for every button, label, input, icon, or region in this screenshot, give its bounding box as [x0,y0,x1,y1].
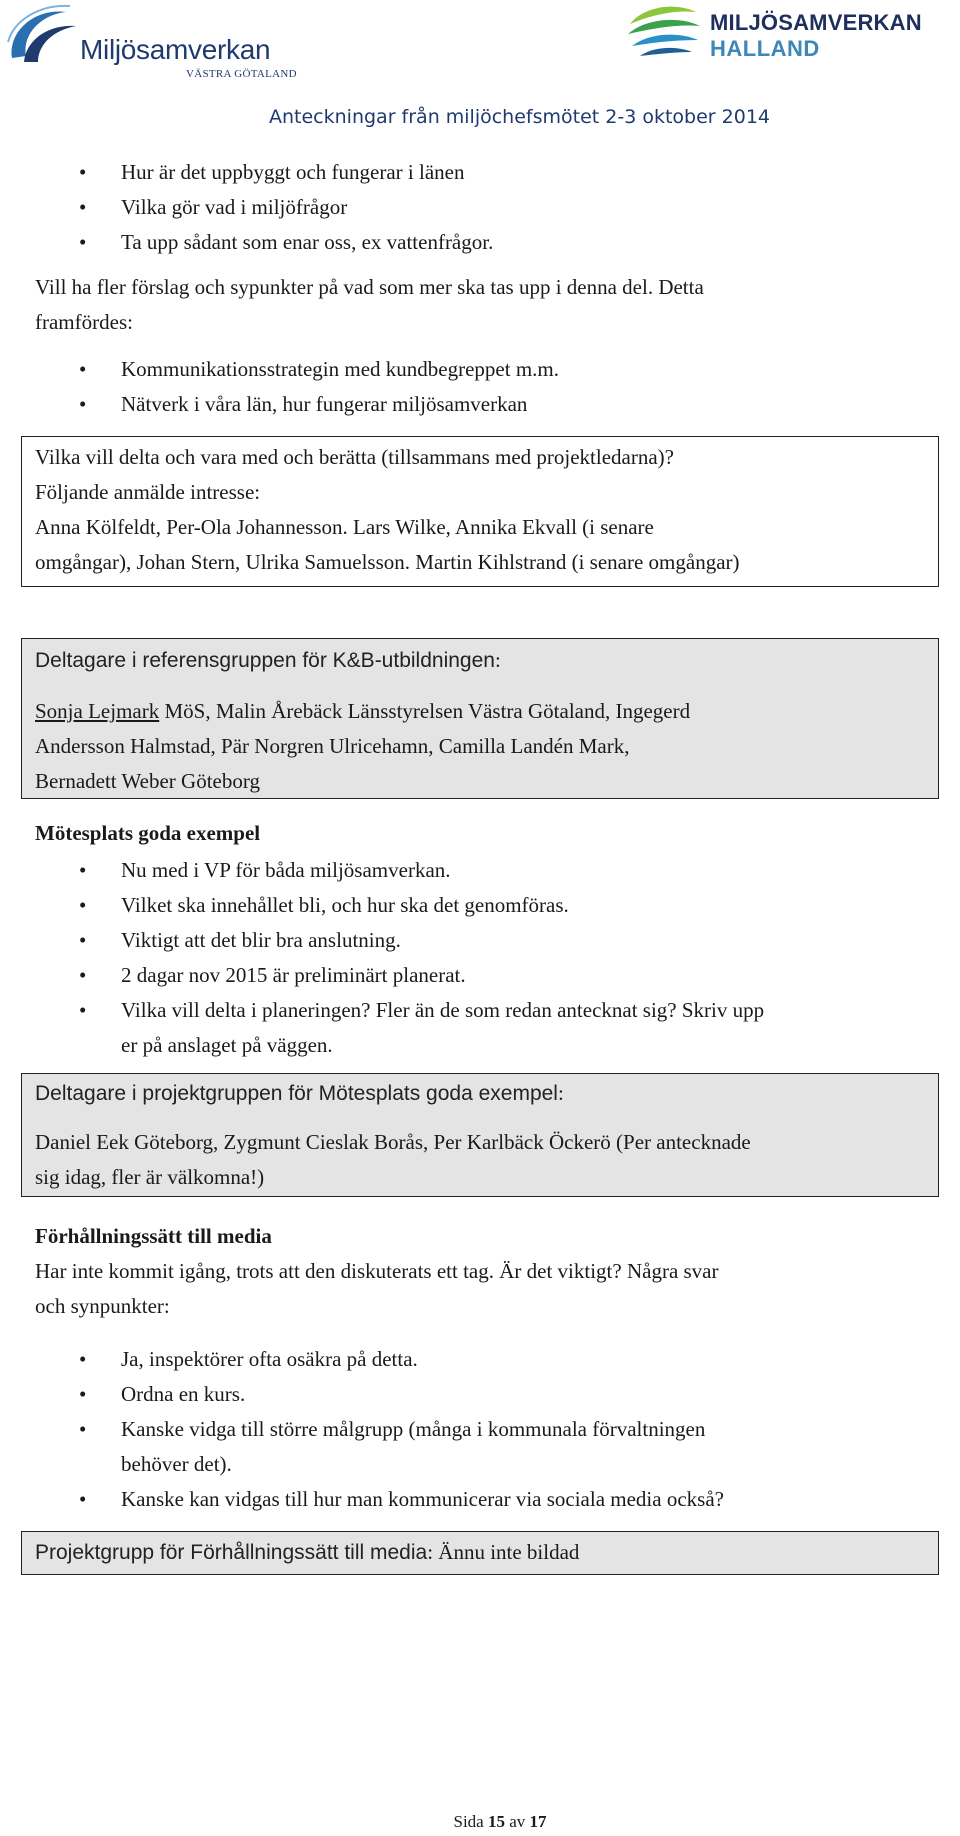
swirl-logo-icon [4,2,84,72]
list-item: • Ja, inspektörer ofta osäkra på detta. [79,1347,418,1371]
list-item: • Vilka gör vad i miljöfrågor [79,195,348,219]
list-item: • Kanske vidga till större målgrupp (många i kommunala förvaltningen behöver det). [79,1417,706,1476]
list-item: • Kanske kan vidgas till hur man kommunicerar via sociala media också? [79,1487,724,1511]
halland-leaf-logo-icon [624,2,704,60]
paragraph: Har inte kommit igång, trots att den diskuterats ett tag. Är det viktigt? Några svar och synpunkter: [35,1259,719,1318]
box-heading: Deltagare i referensgruppen för K&B-utbildningen [35,649,495,672]
section-heading: Mötesplats goda exempel [35,821,261,845]
left-logo-text: Miljösamverkan [80,34,271,65]
media-group-box: Projektgrupp för Förhållningssätt till media: Ännu inte bildad [21,1531,939,1575]
page-header [0,0,960,128]
box-heading: Deltagare i projektgruppen för Mötesplats goda exempel [35,1082,558,1105]
left-logo-subtitle: VÄSTRA GÖTALAND [186,68,297,80]
bullet-list-3 [35,853,955,1063]
page-content [35,155,955,1575]
list-item: • Nu med i VP för båda miljösamverkan. [79,858,451,882]
box-heading: Projektgrupp för Förhållningssätt till media [35,1541,428,1564]
right-logo-line2: HALLAND [710,36,820,61]
section-heading: Förhållningssätt till media [35,1224,272,1248]
list-item: • Ordna en kurs. [79,1382,246,1406]
document-title: Anteckningar från miljöchefsmötet 2-3 oktober 2014 [269,106,770,128]
page-number: 15 [487,1812,505,1831]
right-logo-line1: MILJÖSAMVERKAN [710,10,922,35]
reference-group-box: Deltagare i referensgruppen för K&B-utbildningen: Sonja Lejmark MöS, Malin Årebäck Länsstyrelsen Västra Götaland, Ingegerd Andersson Halmstad, Pär Norgren Ulricehamn, Camilla Landén Mark, Bernadett Weber Göteborg [21,638,939,799]
page-total: 17 [529,1812,547,1831]
interest-box: Vilka vill delta och vara med och berätta (tillsammans med projektledarna)? Följande anmälde intresse: Anna Kölfeldt, Per-Ola Johannesson. Lars Wilke, Annika Ekvall (i senare omgångar), Johan Stern, Ulrika Samuelsson. Martin Kihlstrand (i senare omgångar) [21,436,939,587]
list-item: • Kommunikationsstrategin med kundbegreppet m.m. [79,357,560,381]
list-item: • Vilket ska innehållet bli, och hur ska det genomföras. [79,893,569,917]
bullet-list-2 [35,352,955,422]
paragraph: Vill ha fler förslag och sypunkter på vad som mer ska tas upp i denna del. Detta framfördes: [35,275,704,334]
list-item: • Viktigt att det blir bra anslutning. [79,928,401,952]
bullet-list-1 [35,155,955,260]
list-item: • Nätverk i våra län, hur fungerar miljösamverkan [79,392,528,416]
miljosamverkan-vg-logo [4,2,304,78]
bullet-list-4 [35,1342,955,1517]
list-item: • Hur är det uppbyggt och fungerar i länen [79,160,465,184]
page-footer: Sida 15 av 17 [453,1812,547,1831]
list-item: • 2 dagar nov 2015 är preliminärt planerat. [79,963,466,987]
list-item: • Vilka vill delta i planeringen? Fler än de som redan antecknat sig? Skriv upp er på anslaget på väggen. [79,998,765,1057]
list-item: • Ta upp sådant som enar oss, ex vattenfrågor. [79,230,494,254]
miljosamverkan-halland-logo [624,2,960,62]
underlined-name: Sonja Lejmark [35,699,160,723]
project-group-box: Deltagare i projektgruppen för Mötesplats goda exempel: Daniel Eek Göteborg, Zygmunt Cieslak Borås, Per Karlbäck Öckerö (Per antecknade sig idag, fler är välkomna!) [21,1073,939,1197]
